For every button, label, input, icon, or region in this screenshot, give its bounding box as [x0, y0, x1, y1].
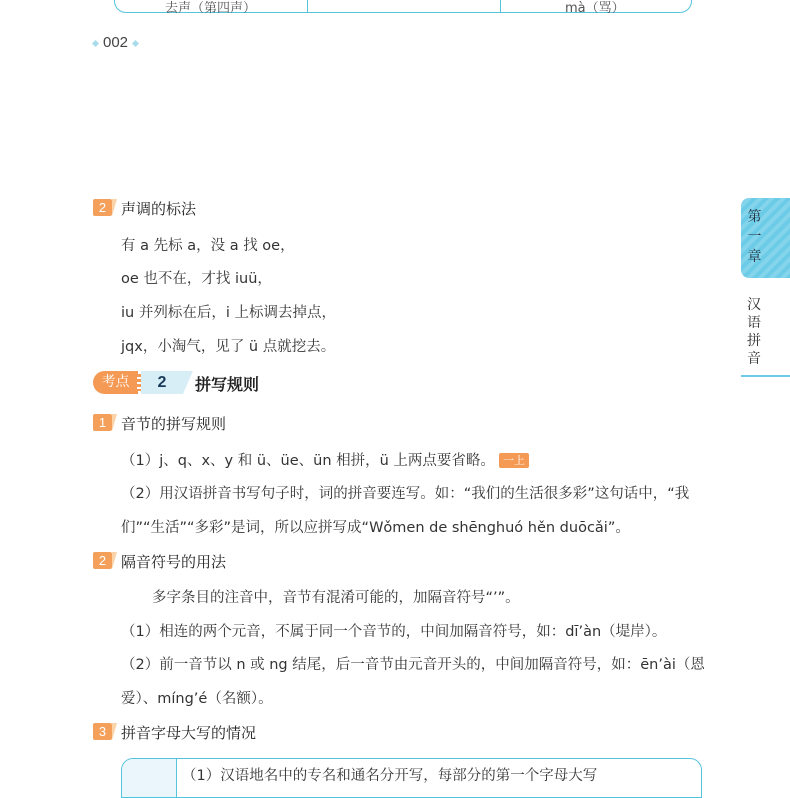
- chapter-label: 第 一 章: [747, 209, 762, 265]
- section-heading: 拼音字母大写的情况: [121, 724, 257, 742]
- section-number-badge: 2: [93, 199, 112, 216]
- capital-rules-table: [121, 758, 702, 798]
- table-left-cell: [122, 759, 177, 797]
- section-heading: 声调的标法: [121, 200, 197, 218]
- chapter-title: 汉 语 拼 音: [747, 297, 761, 367]
- kaodian-number: 2: [141, 371, 183, 394]
- section-heading: 隔音符号的用法: [121, 553, 227, 571]
- diamond-icon: [92, 39, 99, 46]
- rule-item-continued: 们”“生活”“多彩”是词，所以应拼写成“Wǒmen de shēnghuó hěn duōcǎi”。: [121, 520, 630, 536]
- table-cell: 去声（第四声）: [165, 1, 257, 16]
- table-cell: （1）汉语地名中的专名和通名分开写，每部分的第一个字母大写: [182, 768, 598, 784]
- intro-text: 多字条目的注音中，音节有混淆可能的，加隔音符号“’”。: [152, 590, 520, 606]
- chapter-tab[interactable]: [741, 198, 790, 278]
- kaodian-title: 拼写规则: [195, 375, 260, 394]
- rhyme-line: jqx，小淘气，见了 ü 点就挖去。: [121, 339, 336, 355]
- rule-item: （2）用汉语拼音书写句子时，词的拼音要连写。如：“我们的生活很多彩”这句话中，“我: [121, 486, 690, 502]
- rhyme-line: iu 并列标在后，i 上标调去掉点，: [121, 305, 336, 321]
- rule-item: （1）相连的两个元音，不属于同一个音节的，中间加隔音符号，如：dī’àn（堤岸）。: [121, 624, 667, 640]
- table-divider: [307, 0, 308, 12]
- grade-tag: 一上: [499, 453, 529, 468]
- section-number-badge: 3: [93, 723, 112, 740]
- rhyme-line: oe 也不在，才找 iuü，: [121, 271, 272, 287]
- rule-item: （1）j、q、x、y 和 ü、üe、ün 相拼，ü 上两点要省略。 一上: [121, 449, 529, 470]
- kaodian-label: 考点: [93, 371, 138, 394]
- table-cell: mà（骂）: [565, 1, 625, 16]
- section-number-badge: 1: [93, 414, 112, 431]
- top-table: [114, 0, 692, 16]
- side-divider: [741, 375, 790, 377]
- section-number-badge: 2: [93, 552, 112, 569]
- table-divider: [500, 0, 501, 12]
- rhyme-line: 有 a 先标 a，没 a 找 oe，: [121, 238, 295, 254]
- rule-item-continued: 爱）、míng’é（名额）。: [121, 691, 273, 707]
- section-heading: 音节的拼写规则: [121, 415, 227, 433]
- diamond-icon: [132, 39, 139, 46]
- rule-item: （2）前一音节以 n 或 ng 结尾，后一音节由元音开头的，中间加隔音符号，如：ēn’ài（恩: [121, 657, 705, 673]
- page-number: 002: [88, 34, 143, 51]
